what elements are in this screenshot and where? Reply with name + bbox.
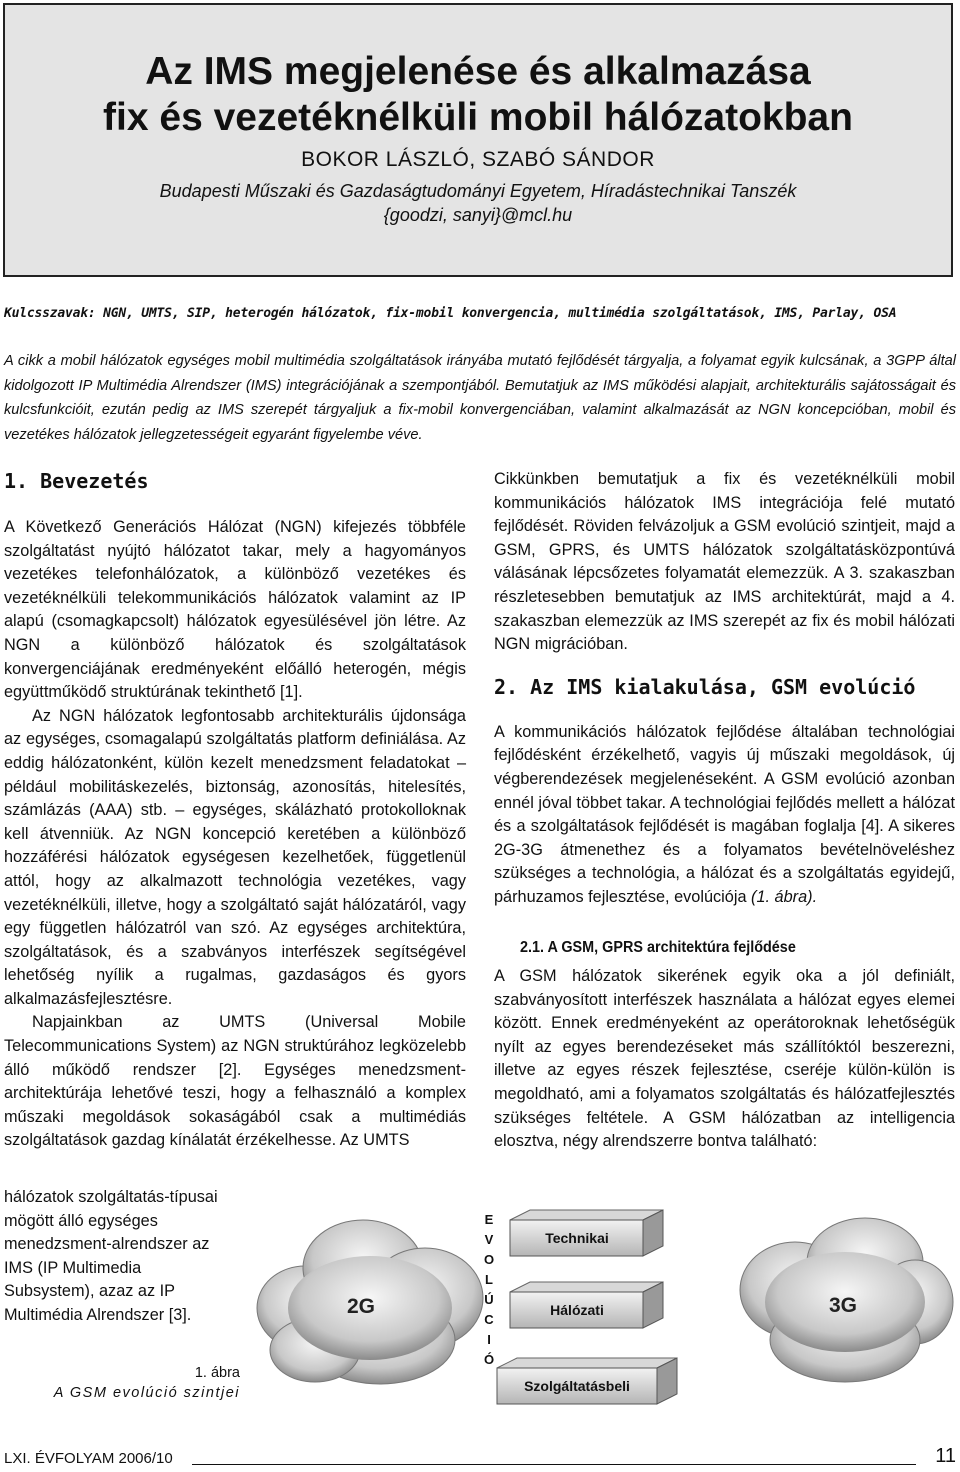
layer-halozati-label: Hálózati — [550, 1302, 604, 1318]
intro-paragraph: Cikkünkben bemutatjuk a fix és vezetéknélküli mobil kommunikációs hálózatok IMS integrációja felé mutató fejlődését. Röviden felvázoljuk a GSM evolúció szintjeit, majd a GSM, GPRS, és UMTS hálózatok szolgáltatásközpontúvá válásának lépcsőzetes folyamatát elemezzük. A 3. szakaszban részletesebben bemutatjuk az IMS architektúrát, majd a 4. szakaszban elemezzük az IMS szerepét az fix és mobil hálózati NGN migrációban. — [494, 470, 955, 654]
footer-rule — [192, 1464, 916, 1465]
layer-szolgaltatasbeli-label: Szolgáltatásbeli — [524, 1378, 630, 1394]
section-2-1-paragraph: A GSM hálózatok sikerének egyik oka a jól definiált, szabványosított interfészek használata a hálózat egyes elemei között. Ennek eredményeként az operátoroknak lehetőségük nyílt az egyes berendezéseket más szállítóktól beszerezni, illetve az egyes részek fejlesztése, cseréje külön-külön is megoldható, ami a folyamatos szolgáltatás és hálózatfejlesztés szükséges feltétele. A GSM hálózatban az intelligencia elosztva, négy alrendszerre bontva található: — [494, 967, 955, 1151]
right-column — [494, 468, 955, 1154]
label-2g: 2G — [346, 1295, 376, 1318]
evolution-letter-c: C — [484, 1312, 494, 1327]
evolution-letter-o1: O — [483, 1252, 495, 1267]
figure-caption — [0, 1363, 240, 1403]
page-footer — [0, 1445, 960, 1468]
section-1-heading: 1. Bevezetés — [4, 469, 149, 493]
evolution-letter-l: L — [485, 1272, 493, 1287]
subsection-2-1-heading: 2.1. A GSM, GPRS architektúra fejlődése — [520, 938, 796, 956]
section-1-paragraph-1: A Következő Generációs Hálózat (NGN) kifejezés többféle szolgáltatást nyújtó hálózatot takar, mely a hagyományos vezetékes telefonhálózatok, a különböző vezetékes és vezetéknélküli telekommunikációs hálózatok valamint az IP alapú (csomagkapcsolt) hálózatok egyesülésével jön létre. Az NGN a különböző hálózatok és szolgáltatások konvergenciájának eredményeként előálló heterogén, mégis együttműködő struktúrának tekinthető [1]. — [4, 518, 466, 702]
evolution-letter-i: I — [487, 1332, 491, 1347]
layer-technikai-label: Technikai — [545, 1230, 609, 1246]
title-line-1: Az IMS megjelenése és alkalmazása — [145, 50, 811, 93]
section-2-heading: 2. Az IMS kialakulása, GSM evolúció — [494, 674, 916, 699]
section-1-paragraph-3-continued: hálózatok szolgáltatás-típusai mögött álló egységes menedzsment-alrendszer az IMS (IP Multimedia Subsystem), azaz az IP Multimédia Alrendszer [3]. — [4, 1188, 218, 1324]
footer-volume: LXI. ÉVFOLYAM 2006/10 — [4, 1450, 173, 1467]
evolution-letter-u: Ú — [484, 1292, 494, 1307]
article-title — [5, 49, 951, 141]
authors: BOKOR LÁSZLÓ, SZABÓ SÁNDOR — [301, 148, 655, 171]
section-2-paragraph-1-text: A kommunikációs hálózatok fejlődése általában technológiai fejlődésként érzékelhető, vagyis új műszaki megoldások, új végberendezések megjelenéseként. A GSM evolúció azonban ennél jóval többet takar. A technológiai fejlődés mellett a hálózat és a szolgáltatások fejlődését is magában foglalja [4]. A sikeres 2G-3G átmenethez és a folyamatos bevételnöveléshez szükséges a technológia, a hálózat és a szolgáltatás egyidejű, párhuzamos fejlesztése, evolúciója — [494, 722, 955, 906]
email: {goodzi, sanyi}@mcl.hu — [383, 205, 573, 225]
abstract: A cikk a mobil hálózatok egységes mobil multimédia szolgáltatások irányába mutató fejlődését tárgyalja, a folyamat egyik kulcsának, a 3GPP által kidolgozott IP Multimédia Alrendszer (IMS) integrációjának a szempontjából. Bemutatjuk az IMS működési alapjait, architekturális sajátosságait és kulcsfunkcióit, ezután pedig az IMS szerepét tárgyaljuk a fix-mobil konvergenciában, valamint alkalmazását az NGN koncepcióban, mobil és vezetékes hálózatok jellegzetességeit egyaránt figyelembe véve. — [4, 353, 956, 443]
evolution-letter-o2: Ó — [483, 1352, 495, 1367]
keywords: Kulcsszavak: NGN, UMTS, SIP, heterogén hálózatok, fix-mobil konvergencia, multimédia szolgáltatások, IMS, Parlay, OSA — [4, 306, 897, 321]
evolution-vertical-label — [484, 1212, 494, 1367]
evolution-letter-e: E — [484, 1212, 494, 1227]
left-column — [4, 516, 466, 1153]
title-line-2: fix és vezetéknélküli mobil hálózatokban — [103, 96, 853, 139]
figure-reference: (1. ábra). — [751, 887, 818, 906]
section-1-paragraph-3: Napjainkban az UMTS (Universal Mobile Telecommunications System) az NGN struktúrához legközelebb álló működő rendszer [2]. Egységes menedzsment-architektúrája lehetővé teszi, hogy a felhasználó a komplex műszaki megoldások sokaságából csak a multimédiás szolgáltatások gazdag kínálatát érzékelhesse. Az UMTS — [4, 1013, 466, 1150]
figure-gsm-evolution — [245, 1190, 957, 1418]
figure-caption-number: 1. ábra — [194, 1365, 240, 1381]
page-number: 11 — [935, 1445, 956, 1467]
label-3g: 3G — [828, 1294, 858, 1317]
figure-caption-title: A GSM evolúció szintjei — [53, 1385, 240, 1401]
section-2-paragraph-1 — [494, 721, 955, 910]
affiliation: Budapesti Műszaki és Gazdaságtudományi Egyetem, Híradástechnikai Tanszék — [159, 181, 797, 201]
title-box — [3, 3, 953, 277]
section-1-paragraph-2: Az NGN hálózatok legfontosabb architekturális újdonsága az egységes, csomagalapú szolgáltatás platform definiálása. Az eddig hálózatonként, külön kezelt menedzsment feladatokat – például mobilitáskezelés, biztonság, azonosítás, hitelesítés, számlázás (AAA) stb. – egységes, skálázható protokolloknak kell átvenniük. Az NGN koncepció keretében a különböző hozzáférési hálózatok egységesen kezelhetőek, függetlenül attól, hogy az alkalmazott technológia vezetékes, vagy vezetéknélküli, illetve, hogy a szolgáltató saját hálózatáról, vagy egy független hálózatról van szó. Az egységes architektúra, szolgáltatások, és a szabványos interfészek segítségével lehetőség nyílik a rugalmas, gazdaságos és gyors alkalmazásfejlesztésre. — [4, 706, 466, 1008]
figure-diagram — [245, 1190, 957, 1418]
evolution-letter-v: V — [484, 1232, 494, 1247]
